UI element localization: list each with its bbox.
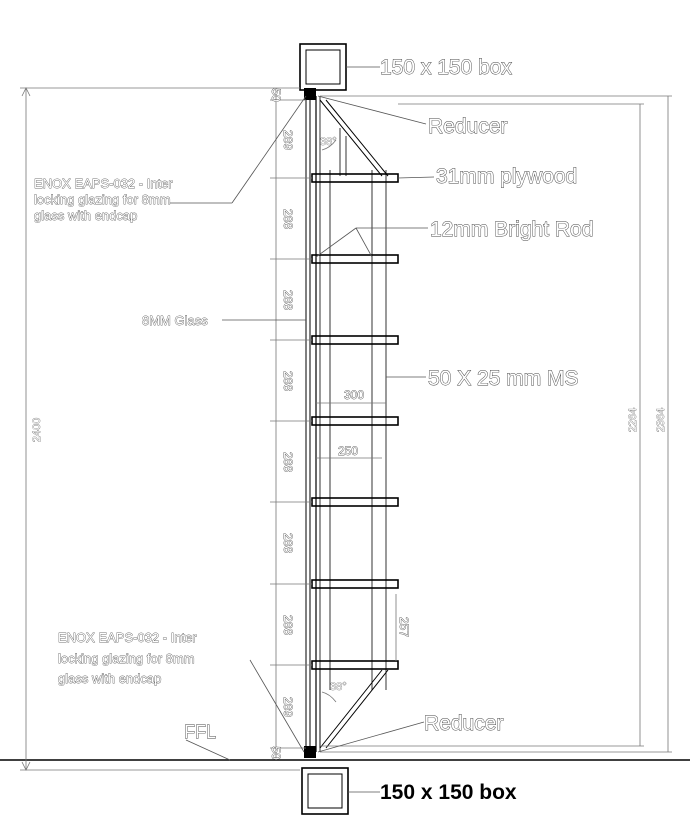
dim-spacing-4: 288 [281, 370, 295, 392]
dim-spacing-1: 289 [281, 129, 295, 151]
shelf-5 [312, 498, 398, 506]
angle-bottom-arc [322, 692, 336, 702]
angle-top-label: 38° [320, 136, 337, 148]
shelf-4 [312, 417, 398, 425]
note-top-line-3: glass with endcap [34, 208, 138, 223]
label-bottom-box: 150 x 150 box [380, 781, 517, 804]
dim-spacing-5: 288 [281, 451, 295, 473]
note-bottom-line-2: locking glazing for 8mm [58, 651, 195, 666]
shelf-2 [312, 255, 398, 263]
plywood-shelves [312, 174, 398, 669]
dim-top-offset: 50 [269, 88, 283, 102]
leader-lines [170, 67, 434, 792]
label-reducer-bottom: Reducer [424, 712, 504, 735]
label-ffl: FFL [184, 722, 217, 742]
dim-spacing-3: 288 [281, 289, 295, 311]
dim-inner-heights [320, 96, 672, 752]
glass-post [306, 96, 310, 752]
dim-width-300: 300 [343, 388, 365, 402]
dim-spacing-2: 288 [281, 208, 295, 230]
label-glass: 8MM Glass [142, 313, 208, 328]
label-top-box: 150 x 150 box [380, 56, 512, 79]
dim-2364-label: 2364 [655, 407, 667, 433]
top-box [300, 44, 346, 90]
dim-width-250: 250 [337, 444, 359, 458]
label-bright-rod: 12mm Bright Rod [430, 218, 594, 241]
ms-section-verticals [316, 96, 320, 752]
dim-2264-label: 2264 [627, 407, 639, 433]
angle-bottom-label: 38° [330, 681, 347, 693]
dim-spacing-8: 289 [281, 696, 295, 718]
label-reducer-top: Reducer [428, 115, 508, 138]
shelf-1 [312, 174, 398, 182]
shelf-3 [312, 336, 398, 344]
shelf-6 [312, 580, 398, 588]
note-bottom-line-1: ENOX EAPS-032 - Inter [58, 630, 197, 645]
label-ms-section: 50 X 25 mm MS [428, 367, 579, 390]
dim-drop-257: 257 [397, 616, 411, 638]
note-top-line-2: locking glazing for 8mm [34, 192, 171, 207]
label-plywood: 31mm plywood [436, 165, 578, 188]
dim-spacing-6: 288 [281, 532, 295, 554]
note-top-line-1: ENOX EAPS-032 - Inter [34, 176, 173, 191]
bottom-box [302, 768, 348, 814]
bright-rods [330, 170, 386, 690]
shelf-7 [312, 661, 398, 669]
note-bottom-line-3: glass with endcap [58, 671, 162, 686]
dim-bottom-offset: 50 [269, 746, 283, 760]
dim-spacing-7: 288 [281, 614, 295, 636]
dim-overall-height-label: 2400 [31, 417, 43, 443]
